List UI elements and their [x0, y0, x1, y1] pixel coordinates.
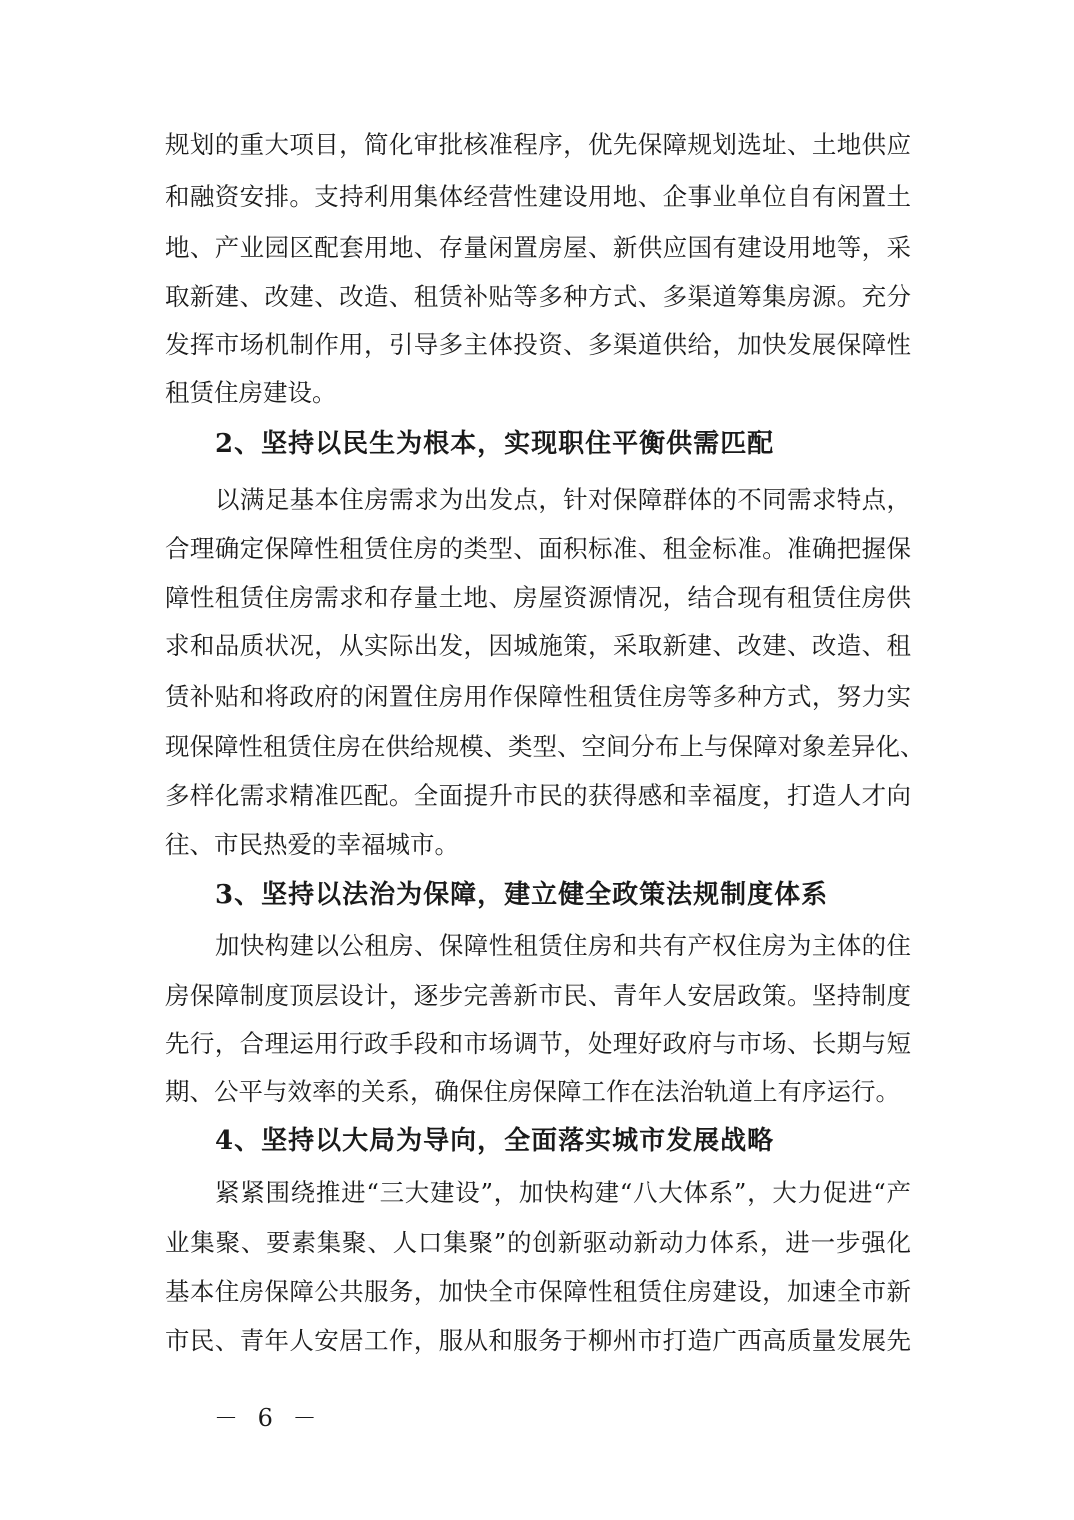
- paragraph-line: 基本住房保障公共服务，加快全市保障性租赁住房建设，加速全市新: [165, 1277, 911, 1306]
- paragraph-line: 合理确定保障性租赁住房的类型、面积标准、租金标准。准确把握保: [165, 534, 911, 563]
- section-heading-3: 3、坚持以法治为保障，建立健全政策法规制度体系: [215, 880, 829, 910]
- paragraph-line: 紧紧围绕推进“三大建设”，加快构建“八大体系”，大力促进“产: [215, 1178, 911, 1207]
- paragraph-line: 期、公平与效率的关系，确保住房保障工作在法治轨道上有序运行。: [165, 1077, 900, 1106]
- paragraph-line: 先行，合理运用行政手段和市场调节，处理好政府与市场、长期与短: [165, 1029, 911, 1058]
- paragraph-line: 多样化需求精准匹配。全面提升市民的获得感和幸福度，打造人才向: [165, 781, 911, 810]
- paragraph-line: 取新建、改建、改造、租赁补贴等多种方式、多渠道筹集房源。充分: [165, 282, 911, 311]
- paragraph-line: 地、产业园区配套用地、存量闲置房屋、新供应国有建设用地等，采: [165, 233, 911, 262]
- paragraph-line: 房保障制度顶层设计，逐步完善新市民、青年人安居政策。坚持制度: [165, 981, 911, 1010]
- paragraph-line: 往、市民热爱的幸福城市。: [165, 830, 459, 859]
- paragraph-line: 租赁住房建设。: [165, 378, 337, 407]
- paragraph-line: 规划的重大项目，简化审批核准程序，优先保障规划选址、土地供应: [165, 130, 911, 159]
- paragraph-line: 发挥市场机制作用，引导多主体投资、多渠道供给，加快发展保障性: [165, 330, 911, 359]
- paragraph-line: 市民、青年人安居工作，服从和服务于柳州市打造广西高质量发展先: [165, 1326, 911, 1355]
- page-number: － 6 －: [214, 1404, 323, 1432]
- section-heading-4: 4、坚持以大局为导向，全面落实城市发展战略: [215, 1126, 775, 1156]
- section-heading-2: 2、坚持以民生为根本，实现职住平衡供需匹配: [215, 429, 775, 459]
- paragraph-line: 业集聚、要素集聚、人口集聚”的创新驱动新动力体系，进一步强化: [165, 1228, 911, 1257]
- paragraph-line: 加快构建以公租房、保障性租赁住房和共有产权住房为主体的住: [215, 931, 911, 960]
- paragraph-line: 和融资安排。支持利用集体经营性建设用地、企事业单位自有闲置土: [165, 182, 911, 211]
- paragraph-line: 赁补贴和将政府的闲置住房用作保障性租赁住房等多种方式，努力实: [165, 682, 911, 711]
- paragraph-line: 以满足基本住房需求为出发点，针对保障群体的不同需求特点，: [215, 485, 911, 514]
- paragraph-line: 障性租赁住房需求和存量土地、房屋资源情况，结合现有租赁住房供: [165, 583, 911, 612]
- paragraph-line: 现保障性租赁住房在供给规模、类型、空间分布上与保障对象差异化、: [165, 732, 925, 761]
- paragraph-line: 求和品质状况，从实际出发，因城施策，采取新建、改建、改造、租: [165, 631, 911, 660]
